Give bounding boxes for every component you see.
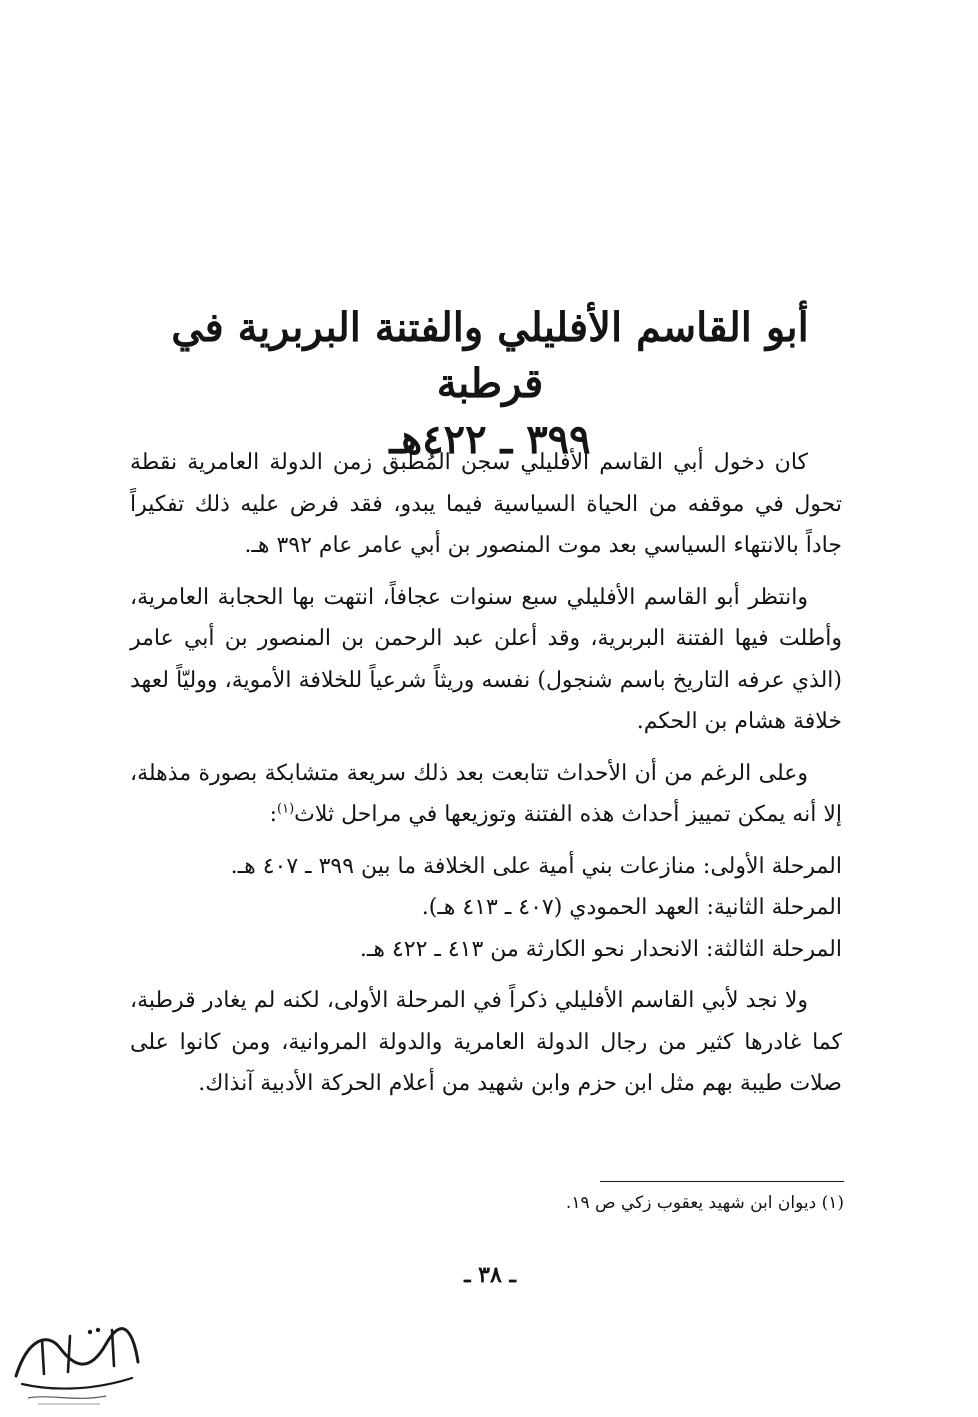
phase-item-2: المرحلة الثانية: العهد الحمودي (٤٠٧ ـ ٤١٣ هـ). [421,895,842,920]
footnote-divider [600,1181,844,1182]
paragraph-1: كان دخول أبي القاسم الأفليلي سجن المُطْبق زمن الدولة العامرية نقطة تحول في موقفه من الحياة السياسية فيما يبدو، فقد فرض عليه ذلك تفكيراً جاداً بالانتهاء السياسي بعد موت المنصور بن أبي عامر عام ٣٩٢ هـ. [130,450,842,558]
paragraph-2: وانتظر أبو القاسم الأفليلي سبع سنوات عجافاً، انتهت بها الحجابة العامرية، وأطلت فيها الفتنة البربرية، وقد أعلن عبد الرحمن بن المنصور بن أبي عامر (الذي عرفه التاريخ باسم شنجول) نفسه وريثاً شرعياً للخلافة الأموية، ووليّاً لعهد خلافة هشام بن الحكم. [130,584,842,734]
footnote-text: (١) ديوان ابن شهيد يعقوب زكي ص ١٩. [565,1193,844,1213]
calligraphy-stamp-logo [8,1318,144,1408]
page-number: ـ ٣٨ ـ [464,1262,516,1288]
paragraph-3 [130,753,842,836]
chapter-title-line-2: ٣٩٩ ـ ٤٢٢هـ [389,416,591,463]
paragraph-4: ولا نجد لأبي القاسم الأفليلي ذكراً في المرحلة الأولى، لكنه لم يغادر قرطبة، كما غادرها كثير من رجال الدولة العامرية والدولة المروانية، ومن كانوا على صلات طيبة بهم مثل ابن حزم وابن شهيد من أعلام الحركة الأدبية آنذاك. [130,988,842,1096]
paragraph-3-text: وعلى الرغم من أن الأحداث تتابعت بعد ذلك سريعة متشابكة بصورة مذهلة، إلا أنه يمكن تمييز أحداث هذه الفتنة وتوزيعها في مراحل ثلاث [130,760,842,827]
paragraph-3-end: : [269,802,278,827]
body-text [130,442,842,1115]
footnote-reference[interactable]: (١) [277,801,295,817]
phase-item-3: المرحلة الثالثة: الانحدار نحو الكارثة من ٤١٣ ـ ٤٢٢ هـ. [359,936,842,962]
chapter-title-line-1: أبو القاسم الأفليلي والفتنة البربرية في قرطبة [171,304,809,407]
phase-item-1: المرحلة الأولى: منازعات بني أمية على الخلافة ما بين ٣٩٩ ـ ٤٠٧ هـ. [230,853,842,879]
